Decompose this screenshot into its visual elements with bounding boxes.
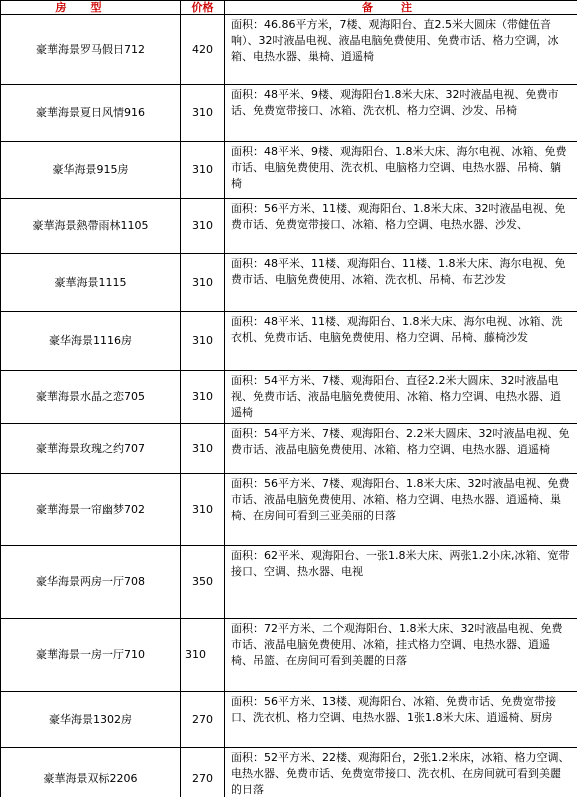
header-price: 价格: [181, 1, 225, 15]
room-remark: 面积：56平方米、7楼、观海阳台、1.8米大床、32吋液晶电视、免费市话、液晶电脑免费使用、冰箱、格力空调、电热水器、逍遥椅、巢椅、在房间可看到三亚美丽的日落: [225, 474, 577, 546]
table-row: [1, 199, 577, 254]
room-remark: 面积：48平米、11楼、观海阳台、1.8米大床、海尔电视、冰箱、洗衣机、免费市话、电脑免费使用、格力空调、吊椅、藤椅沙发: [225, 312, 577, 371]
room-name: 豪华海景1302房: [1, 692, 181, 748]
room-name: 豪華海景玫瑰之约707: [1, 424, 181, 474]
header-room-type: 房型: [1, 1, 181, 15]
room-price: 310: [181, 254, 225, 312]
room-price: 350: [181, 546, 225, 619]
room-name: 豪华海景两房一厅708: [1, 546, 181, 619]
room-price: 310: [181, 619, 225, 692]
table-row: [1, 424, 577, 474]
room-name: 豪华海景1116房: [1, 312, 181, 371]
table-row: [1, 619, 577, 692]
room-name: 豪華海景一帘幽梦702: [1, 474, 181, 546]
table-row: [1, 692, 577, 748]
table-row: [1, 85, 577, 142]
room-price: 270: [181, 748, 225, 797]
table-row: [1, 748, 577, 797]
room-remark: 面积：56平方米、13楼、观海阳台、冰箱、免费市话、免费宽带接口、洗衣机、格力空调、电热水器、1张1.8米大床、逍遥椅、厨房: [225, 692, 577, 748]
table-row: [1, 546, 577, 619]
room-price: 310: [181, 142, 225, 199]
room-price: 310: [181, 312, 225, 371]
room-remark: 面积：46.86平方米，7楼、观海阳台、直2.5米大圆床（带健伍音响）、32吋液晶电视、液晶电脑免费使用、免费市话、格力空调，冰箱、电热水器、巢椅、逍遥椅: [225, 15, 577, 85]
room-name: 豪華海景罗马假日712: [1, 15, 181, 85]
room-remark: 面积：52平方米、22楼、观海阳台，2张1.2米床，冰箱、格力空调、电热水器、免费市话、免费宽带接口、洗衣机、在房间就可看到美麗的日落: [225, 748, 577, 797]
room-remark: 面积：48平米、9楼、观海阳台1.8米大床、32吋液晶电视、免费市话、免费宽带接口、冰箱、洗衣机、格力空调、沙发、吊椅: [225, 85, 577, 142]
room-remark: 面积：62平米、观海阳台、一张1.8米大床、两张1.2小床,冰箱、宽带接口、空调、热水器、电视: [225, 546, 577, 619]
room-remark: 面积：48平米、11楼、观海阳台、11楼、1.8米大床、海尔电视、免费市话、电脑免费使用、冰箱、洗衣机、吊椅、布艺沙发: [225, 254, 577, 312]
room-name: 豪華海景夏日风情916: [1, 85, 181, 142]
table-row: [1, 474, 577, 546]
room-name: 豪華海景1115: [1, 254, 181, 312]
table-row: [1, 142, 577, 199]
room-name: 豪華海景熱帶雨林1105: [1, 199, 181, 254]
header-remarks: 备注: [225, 1, 577, 15]
room-price: 310: [181, 424, 225, 474]
room-price: 270: [181, 692, 225, 748]
room-price: 420: [181, 15, 225, 85]
table-row: [1, 312, 577, 371]
table-row: [1, 371, 577, 424]
room-remark: 面积：48平米、9楼、观海阳台、1.8米大床、海尔电视、冰箱、免费市话、电脑免费使用、洗衣机、电脑格力空调、电热水器、吊椅、躺椅: [225, 142, 577, 199]
room-name: 豪華海景水晶之恋705: [1, 371, 181, 424]
room-name: 豪华海景915房: [1, 142, 181, 199]
table-row: [1, 254, 577, 312]
room-remark: 面积：54平方米、7楼、观海阳台、直径2.2米大圆床、32吋液晶电视、免费市话、液晶电脑免费使用、冰箱、格力空调、电热水器、逍遥椅: [225, 371, 577, 424]
table-row: [1, 15, 577, 85]
room-price: 310: [181, 199, 225, 254]
room-price: 310: [181, 474, 225, 546]
room-name: 豪華海景双标2206: [1, 748, 181, 797]
room-remark: 面积：56平方米、11楼、观海阳台、1.8米大床、32吋液晶电视、免费市话、免费宽带接口、冰箱、格力空调、电热水器、沙发、: [225, 199, 577, 254]
room-remark: 面积：72平方米、二个观海阳台、1.8米大床、32吋液晶电视、免费市话、液晶电脑免费使用、冰箱，挂式格力空调、电热水器、逍遥椅、吊篮、在房间可看到美麗的日落: [225, 619, 577, 692]
table-header-row: [1, 1, 577, 15]
room-name: 豪華海景一房一厅710: [1, 619, 181, 692]
room-price: 310: [181, 85, 225, 142]
room-price: 310: [181, 371, 225, 424]
room-remark: 面积：54平方米、7楼、观海阳台、2.2米大圆床、32吋液晶电视、免费市话、液晶电脑免费使用、冰箱、格力空调、电热水器、逍遥椅: [225, 424, 577, 474]
